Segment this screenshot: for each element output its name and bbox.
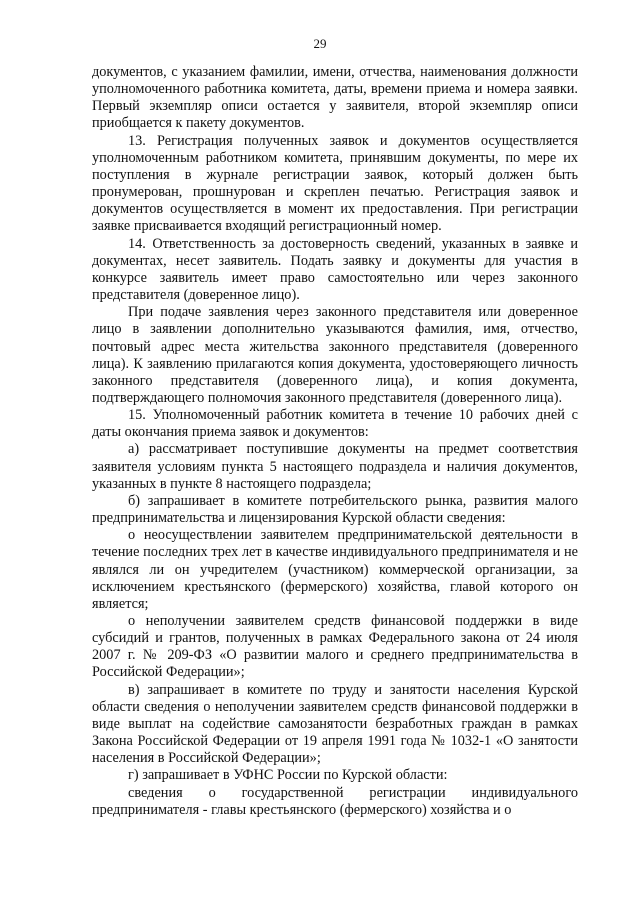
page-number: 29 [313, 36, 327, 51]
paragraph: При подаче заявления через законного представителя или доверенное лицо в заявлении дополнительно указываются фамилия, имя, отчество, почтовый адрес места жительства законного представителя (доверенного лица). К заявлению прилагаются копия документа, удостоверяющего личность законного представителя (доверенного лица), и копия документа, подтверждающего полномочия законного представителя (доверенного лица). [92, 304, 578, 406]
document-body [92, 64, 578, 819]
paragraph: 13. Регистрация полученных заявок и документов осуществляется уполномоченным работником комитета, принявшим документы, по мере их поступления в журнале регистрации заявок, который должен быть пронумерован, прошнурован и скреплен печатью. Регистрация заявок и документов осуществляется в момент их предоставления. При регистрации заявке присваивается входящий регистрационный номер. [92, 132, 578, 235]
paragraph: 14. Ответственность за достоверность сведений, указанных в заявке и документах, несет заявитель. Подать заявку и документы для участия в конкурсе заявитель имеет право самостоятельно или через законного представителя (доверенное лицо). [92, 235, 578, 304]
paragraph: 15. Уполномоченный работник комитета в течение 10 рабочих дней с даты окончания приема заявок и документов: [92, 407, 578, 441]
paragraph: о неосуществлении заявителем предпринимательской деятельности в течение последних трех лет в качестве индивидуального предпринимателя и не являлся ли он учредителем (участником) коммерческой организации, за исключением крестьянского (фермерского) хозяйства, главой которого он является; [92, 527, 578, 612]
paragraph: а) рассматривает поступившие документы на предмет соответствия заявителя условиям пункта 5 настоящего подраздела и наличия документов, указанных в пункте 8 настоящего подраздела; [92, 441, 578, 492]
paragraph: сведения о государственной регистрации индивидуального предпринимателя - главы крестьянского (фермерского) хозяйства и о [92, 784, 578, 818]
paragraph: б) запрашивает в комитете потребительского рынка, развития малого предпринимательства и лицензирования Курской области сведения: [92, 492, 578, 527]
paragraph: г) запрашивает в УФНС России по Курской области: [128, 767, 448, 784]
paragraph: о неполучении заявителем средств финансовой поддержки в виде субсидий и грантов, полученных в рамках Федерального закона от 24 июля 2007 г. № 209-ФЗ «О развитии малого и среднего предпринимательства в Российской Федерации»; [92, 613, 578, 681]
paragraph: в) запрашивает в комитете по труду и занятости населения Курской области сведения о неполучении заявителем средств финансовой поддержки в виде выплат на содействие самозанятости безработных граждан в рамках Закона Российской Федерации от 19 апреля 1991 года № 1032-1 «О занятости населения в Российской Федерации»; [92, 681, 578, 767]
paragraph: документов, с указанием фамилии, имени, отчества, наименования должности уполномоченного работника комитета, даты, времени приема и номера заявки. Первый экземпляр описи остается у заявителя, второй экземпляр описи приобщается к пакету документов. [92, 64, 578, 132]
